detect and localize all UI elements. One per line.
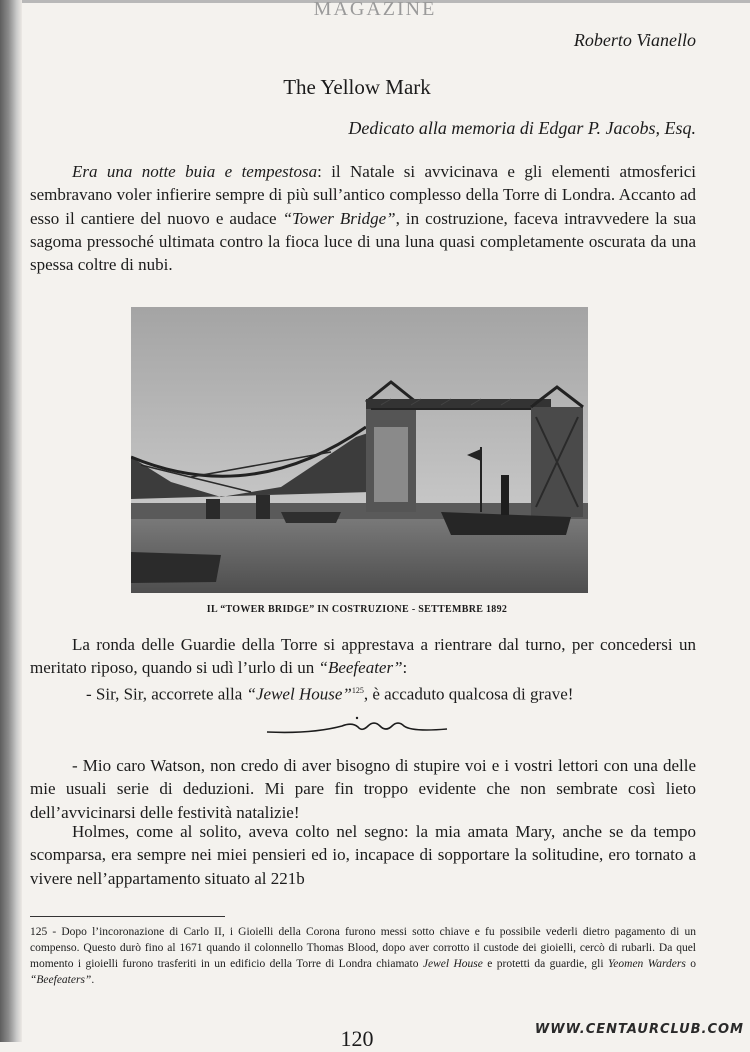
footnote-text-b: e protetti da guardie, gli	[482, 958, 608, 970]
section-ornament	[262, 712, 452, 742]
footnote-125	[30, 924, 696, 988]
paragraph-1	[30, 160, 696, 276]
dialogue-text-b: , è accaduto qualcosa di grave!	[363, 684, 574, 704]
jewel-house-term: “Jewel House”	[246, 684, 352, 704]
running-head: MAGAZINE	[313, 0, 437, 20]
footnote-text-a: 125 - Dopo l’incoronazione di Carlo II, i Gioielli della Corona furono messi sotto chiave e fu possibile vederli dietro pagamento di un compenso. Questo durò fino al 1671 quando il colonnello Thomas Blood, dopo aver corrotto il custode dei gioielli, cercò di rubarli. Da quel momento i gioielli furono trasferiti in un edificio della Torre di Londra chiamato	[30, 926, 696, 970]
dialogue-text-a: - Sir, Sir, accorrete alla	[86, 684, 247, 704]
footnote-yeomen-warders: Yeomen Warders	[607, 958, 686, 970]
paragraph-1-text-b: , in costruzione, faceva intravvedere la sua sagoma pressoché ultimata contro la fioca luce di una luna quasi completamente oscurata da una spessa coltre di nubi.	[30, 208, 697, 275]
paragraph-2-text-a: La ronda delle Guardie della Torre si apprestava a rientrare dal turno, per concedersi un meritato riposo, quando si udì l’urlo di un	[30, 635, 696, 678]
tower-bridge-term: “Tower Bridge”	[282, 208, 396, 228]
tower-bridge-photo	[131, 307, 588, 593]
opening-phrase: Era una notte buia e tempestosa	[72, 162, 318, 181]
paragraph-3: - Mio caro Watson, non credo di aver bisogno di stupire voi e i vostri lettori con una delle mie usuali serie di deduzioni. Mi pare fin troppo evidente che non sembrate così lieto dell’avvicinarsi delle festività natalizie!	[30, 756, 696, 822]
paragraph-4: Holmes, come al solito, aveva colto nel segno: la mia amata Mary, anche se da tempo scomparsa, era sempre nei miei pensieri ed io, incapace di sopportare la solitudine, ero tornato a vivere nell’appartamento situato al 221b	[30, 822, 696, 888]
footnote-beefeaters: “Beefeaters”	[30, 974, 92, 986]
paragraph-1-text-a: : il Natale si avvicinava e gli elementi atmosferici sembravano voler infierire sempre di più sull’antico complesso della Torre di Londra. Accanto ad esso il cantiere del nuovo e audace	[30, 162, 697, 228]
footnote-text-d: .	[91, 974, 95, 986]
beefeater-term: “Beefeater”	[318, 658, 403, 678]
paragraph-2	[30, 633, 696, 680]
paragraph-2-text-b: :	[402, 658, 408, 678]
site-watermark: WWW.CENTAURCLUB.COM	[534, 1022, 744, 1037]
footnote-jewel-house: Jewel House	[422, 958, 483, 970]
footnote-rule	[30, 916, 225, 917]
book-spine-shadow	[0, 0, 22, 1042]
footnote-marker: 125	[351, 686, 364, 695]
page-number: 120	[340, 1026, 374, 1051]
dialogue-line	[86, 679, 696, 706]
dedication: Dedicato alla memoria di Edgar P. Jacobs, Esq.	[348, 118, 696, 138]
story-title: The Yellow Mark	[283, 75, 431, 99]
figure-caption: IL “TOWER BRIDGE” IN COSTRUZIONE - SETTEMBRE 1892	[206, 604, 508, 615]
author-name: Roberto Vianello	[573, 30, 696, 50]
footnote-text-c: o	[685, 958, 696, 970]
tower-bridge-illustration	[131, 307, 588, 593]
